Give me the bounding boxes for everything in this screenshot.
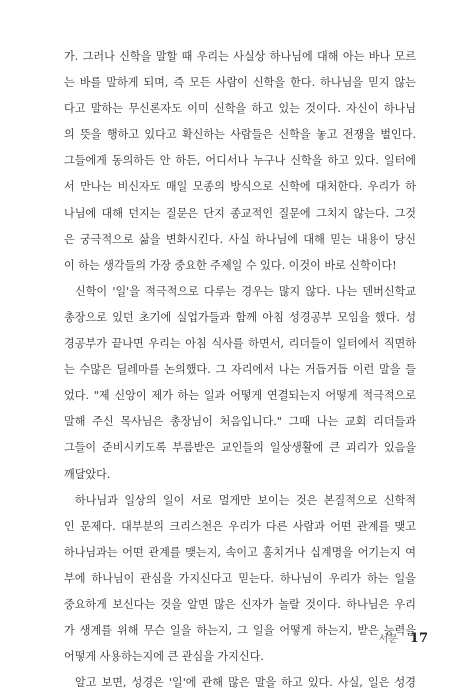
text-line: 는 바를 말하게 되며, 즉 모든 사람이 신학을 한다. 하나님을 믿지 않는 — [64, 76, 416, 90]
text-line: 그들에게 동의하든 안 하든, 어디서나 누구나 신학을 하고 있다. 일터에 — [64, 154, 416, 168]
text-line: 말해 주신 목사님은 총장님이 처음입니다." 그때 나는 교회 리더들과 — [64, 415, 416, 429]
text-line: 그들이 준비시키도록 부름받은 교인들의 일상생활에 큰 괴리가 있음을 — [64, 441, 416, 455]
text-line: 경공부가 끝나면 우리는 아침 식사를 하면서, 리더들이 일터에서 직면하 — [64, 337, 416, 351]
page-number: 17 — [409, 631, 428, 646]
text-line: 었다. "제 신앙이 제가 하는 일과 어떻게 연결되는지 어떻게 적극적으로 — [64, 389, 416, 403]
page-footer — [379, 630, 428, 646]
text-line: 나님에 대해 던지는 질문은 단지 종교적인 질문에 그치지 않는다. 그것 — [64, 206, 416, 220]
running-footer-title: 서문 — [378, 634, 398, 645]
text-line: 총장으로 있던 초기에 실업가들과 함께 아침 성경공부 모임을 했다. 성 — [64, 310, 416, 324]
text-line: 부에 하나님이 관심을 가지신다고 믿는다. 하나님이 우리가 하는 일을 — [64, 571, 416, 585]
text-line: 어떻게 사용하는지에 큰 관심을 가지신다. — [64, 650, 264, 664]
text-line: 의 뜻을 행하고 있다고 확신하는 사람들은 신학을 놓고 전쟁을 벌인다. — [64, 128, 416, 142]
text-line: 하나님과 일상의 일이 서로 멀게만 보이는 것은 본질적으로 신학적 — [75, 493, 416, 507]
text-line: 이 하는 생각들의 가장 중요한 주제일 수 있다. 이것이 바로 신학이다! — [64, 258, 397, 272]
body-text — [64, 44, 416, 696]
text-line: 은 궁극적으로 삶을 변화시킨다. 사실 하나님에 대해 믿는 내용이 당신 — [64, 232, 416, 246]
text-line: 중요하게 보신다는 것을 알면 많은 신자가 놀랄 것이다. 하나님은 우리 — [64, 597, 416, 611]
text-line: 다고 말하는 무신론자도 이미 신학을 하고 있는 것이다. 자신이 하나님 — [64, 102, 416, 116]
text-line: 하나님과는 어떤 관계를 맺는지, 속이고 훔치거나 십계명을 어기는지 여 — [64, 545, 416, 559]
text-line: 신학이 '일'을 적극적으로 다루는 경우는 많지 않다. 나는 덴버신학교 — [75, 284, 416, 298]
text-line: 는 수많은 딜레마를 논의했다. 그 자리에서 나는 거듭거듭 이런 말을 들 — [64, 363, 416, 377]
text-line: 가 생계를 위해 무슨 일을 하는지, 그 일을 어떻게 하는지, 받은 능력을 — [64, 624, 416, 638]
text-line: 인 문제다. 대부분의 크리스천은 우리가 다른 사람과 어떤 관계를 맺고 — [64, 519, 416, 533]
text-line: 서 만나는 비신자도 매일 모종의 방식으로 신학에 대처한다. 우리가 하 — [64, 180, 416, 194]
text-line: 알고 보면, 성경은 '일'에 관해 많은 말을 하고 있다. 사실, 일은 성경 — [75, 676, 416, 690]
text-line: 가. 그러나 신학을 말할 때 우리는 사실상 하나님에 대해 아는 바나 모르 — [64, 50, 416, 63]
text-line: 깨달았다. — [64, 467, 111, 481]
